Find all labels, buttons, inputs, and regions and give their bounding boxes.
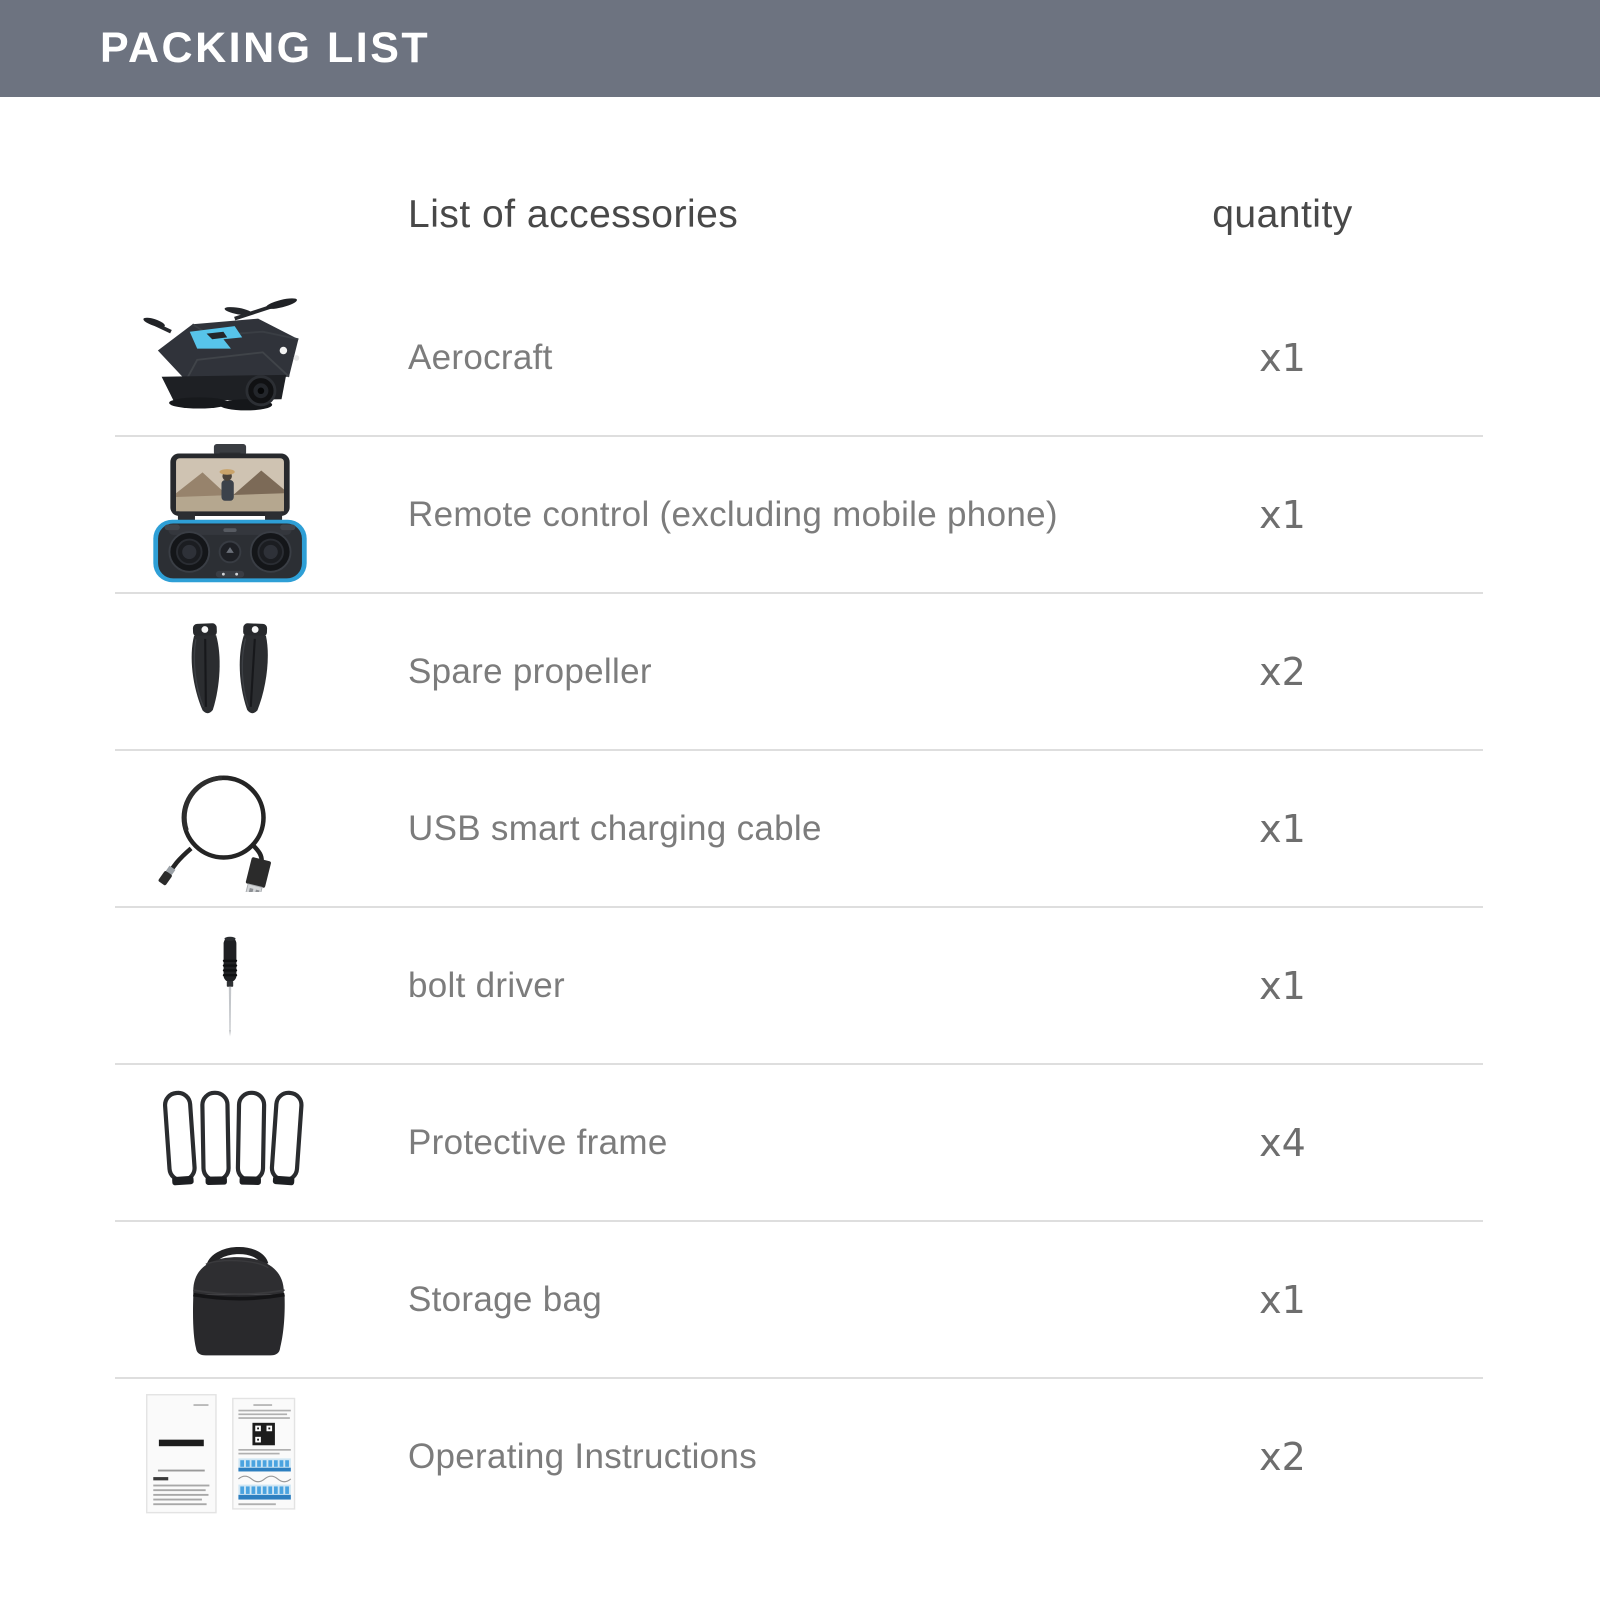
usb-cable-icon	[144, 765, 316, 892]
table-row	[115, 908, 1485, 1063]
accessory-quantity: x4	[1259, 1120, 1306, 1165]
accessory-label: Protective frame	[408, 1122, 668, 1162]
bolt-driver-image	[115, 927, 345, 1045]
aerocraft-image	[115, 294, 345, 421]
accessories-column-header: List of accessories	[408, 193, 739, 236]
spare-propeller-image	[115, 616, 345, 728]
table-row	[115, 437, 1485, 592]
page-title: PACKING LIST	[100, 24, 431, 72]
storage-bag-icon	[154, 1237, 306, 1363]
accessory-quantity: x1	[1259, 963, 1306, 1008]
drone-folded-icon	[141, 294, 319, 421]
accessory-quantity: x1	[1259, 335, 1306, 380]
accessory-quantity: x1	[1259, 492, 1306, 537]
table-row	[115, 1222, 1485, 1377]
protective-frames-icon	[151, 1087, 309, 1199]
table-row	[115, 594, 1485, 749]
accessory-label: Operating Instructions	[408, 1436, 757, 1476]
usb-cable-image	[115, 765, 345, 892]
storage-bag-image	[115, 1237, 345, 1363]
table-body	[115, 280, 1485, 1534]
remote-control-image	[115, 444, 345, 586]
accessory-quantity: x2	[1259, 649, 1306, 694]
screwdriver-icon	[206, 927, 254, 1045]
accessory-label: USB smart charging cable	[408, 808, 822, 848]
table-row	[115, 1379, 1485, 1534]
protective-frame-image	[115, 1087, 345, 1199]
accessory-quantity: x1	[1259, 806, 1306, 851]
operating-instructions-image	[115, 1391, 345, 1522]
accessory-quantity: x1	[1259, 1277, 1306, 1322]
accessory-label: bolt driver	[408, 965, 565, 1005]
table-row	[115, 751, 1485, 906]
packing-list-table	[0, 169, 1600, 1534]
accessory-label: Spare propeller	[408, 651, 652, 691]
remote-control-icon	[140, 444, 320, 586]
propellers-icon	[179, 616, 281, 728]
accessory-label: Aerocraft	[408, 337, 553, 377]
instruction-manuals-icon	[141, 1391, 319, 1522]
accessory-label: Storage bag	[408, 1279, 603, 1319]
packing-list-banner	[0, 0, 1600, 97]
accessory-label: Remote control (excluding mobile phone)	[408, 494, 1058, 534]
table-header-row	[115, 169, 1485, 261]
accessory-quantity: x2	[1259, 1434, 1306, 1479]
table-row	[115, 1065, 1485, 1220]
quantity-column-header: quantity	[1212, 193, 1353, 236]
table-row	[115, 280, 1485, 435]
